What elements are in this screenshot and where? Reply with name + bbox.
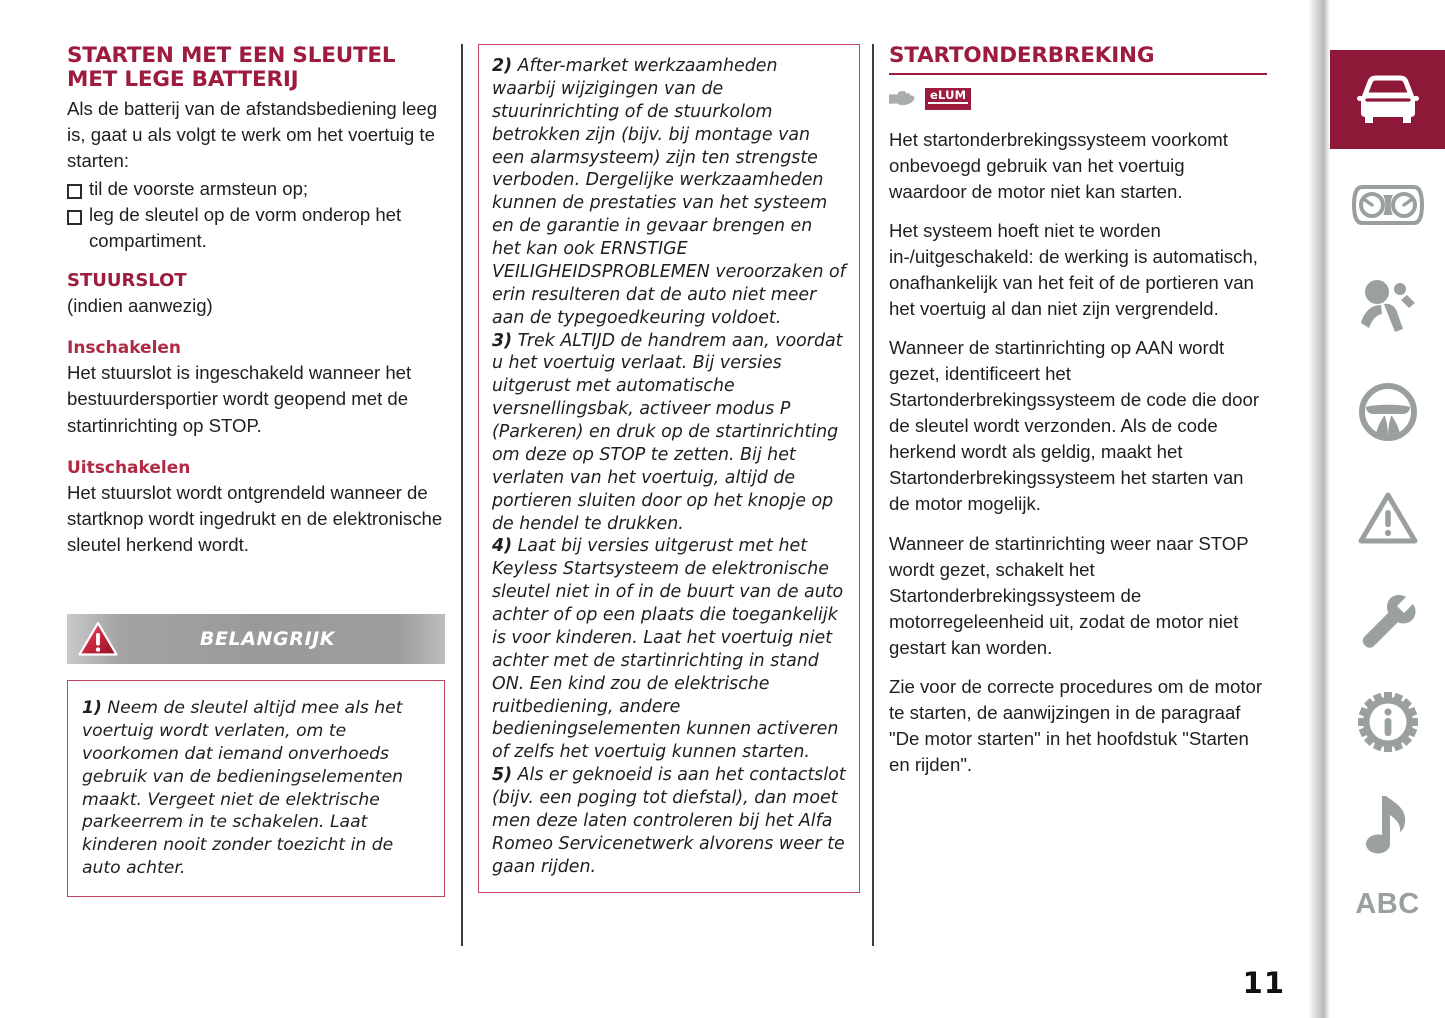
stuurslot-availability-note: (indien aanwezig) <box>67 295 213 317</box>
music-note-icon <box>1364 794 1412 856</box>
list-item-label: til de voorste armsteun op; <box>89 178 309 200</box>
car-front-icon <box>1353 74 1423 126</box>
elum-reference <box>889 86 1267 112</box>
sidebar-item-maintenance[interactable] <box>1330 570 1445 669</box>
square-bullet-icon <box>67 184 82 199</box>
intro-paragraph: Als de batterij van de afstandsbediening leeg is, gaat u als volgt te werk om het voertuig te starten: <box>67 98 438 172</box>
safety-note-text: After-market werkzaamheden waarbij wijzigingen van de stuurinrichting of de stuurkolom betrokken zijn (bijv. bij montage van een alarmsysteem) zijn ten strengste verboden. Dergelijke werkzaamheden kunnen de prestaties van het systeem en de garantie in gevaar brengen en het kan ook ERNSTIGE VEILIGHEIDSPROBLEMEN veroorzaken of erin resulteren dat de auto niet meer aan de typegoedkeuring voldoet. <box>492 56 846 328</box>
column-divider-1 <box>461 44 463 946</box>
warning-body <box>67 680 445 897</box>
square-bullet-icon <box>67 210 82 225</box>
safety-note-number: 5) <box>492 765 513 786</box>
sidebar-item-car-front[interactable] <box>1330 50 1445 149</box>
safety-note-text: Laat bij versies uitgerust met het Keyless Startsysteem de elektronische sleutel niet in of in de buurt van de auto achter of op een plaats die toegankelijk is voor kinderen. Laat het voertuig niet achter met de startinrichting in stand ON. Een kind zou de elektrische ruitbediening, andere bedieningselementen kunnen activeren of zelfs het voertuig kunnen starten. <box>492 536 844 763</box>
subsection-title-stuurslot: STUURSLOT <box>67 270 187 292</box>
safety-note-number: 3) <box>492 330 513 351</box>
pointing-hand-icon <box>889 89 916 109</box>
safety-note-number: 4) <box>492 536 513 557</box>
dashboard-gauges-icon <box>1352 181 1424 229</box>
subsection-title-uitschakelen: Uitschakelen <box>67 457 191 478</box>
safety-note <box>492 764 846 878</box>
safety-note-text: Trek ALTIJD de handrem aan, voordat u het voertuig verlaat. Bij versies uitgerust met automatische versnellingsbak, activeer modus P (Parkeren) en druk op de startinrichting om deze op STOP te zetten. Bij het verlaten van het voertuig, altijd de portieren sluiten door op het knopje op de hendel te drukken. <box>492 330 843 534</box>
warning-header-bar <box>67 614 445 664</box>
wrench-icon <box>1359 591 1417 649</box>
list-item <box>67 202 445 254</box>
warning-note-text: Neem de sleutel altijd mee als het voertuig wordt verlaten, om te voorkomen dat iemand onverhoeds gebruik van de bedieningselementen maakt. Vergeet niet de elektrische parkeerrem in te schakelen. Laat kinderen nooit zonder toezicht in de auto achter. <box>82 698 404 879</box>
column-divider-2 <box>872 44 874 946</box>
sidebar-page-edge-shading <box>1308 0 1330 1018</box>
column-2 <box>478 44 860 893</box>
uitschakelen-paragraph: Het stuurslot wordt ontgrendeld wanneer de startknop wordt ingedrukt en de elektronische sleutel herkend wordt. <box>67 481 443 555</box>
safety-notes-box <box>478 44 860 893</box>
list-item-label: leg de sleutel op de vorm onderop het compartiment. <box>89 204 402 252</box>
gear-info-icon <box>1358 692 1418 752</box>
steering-wheel-icon <box>1358 382 1418 442</box>
startonderbreking-paragraph: Het systeem hoeft niet te worden in-/uitgeschakeld: de werking is automatisch, onafhankelijk van het feit of de portieren van het voertuig al dan niet zijn vergrendeld. <box>889 220 1258 320</box>
sidebar-item-steering[interactable] <box>1330 362 1445 461</box>
startonderbreking-paragraph: Zie voor de correcte procedures om de motor te starten, de aanwijzingen in de paragraaf "De motor starten" in het hoofdstuk "Starten en rijden". <box>889 675 1263 775</box>
safety-note-number: 2) <box>492 56 513 76</box>
elum-badge: eLUM <box>925 88 971 110</box>
inschakelen-paragraph: Het stuurslot is ingeschakeld wanneer het bestuurdersportier wordt geopend met de startinrichting op STOP. <box>67 362 412 436</box>
sidebar-item-label: ABC <box>1355 888 1420 920</box>
airbag-safety-icon <box>1357 279 1419 337</box>
page-title: STARTEN MET EEN SLEUTEL MET LEGE BATTERIJ <box>67 43 396 93</box>
section-title-startonderbreking: STARTONDERBREKING <box>889 44 1267 75</box>
safety-note <box>492 55 846 330</box>
important-warning-block <box>67 614 445 897</box>
column-3 <box>889 44 1267 780</box>
warning-triangle-icon <box>78 621 118 657</box>
warning-title: BELANGRIJK <box>199 628 336 651</box>
startonderbreking-paragraph: Wanneer de startinrichting weer naar STOP wordt gezet, schakelt het Startonderbrekingssysteem de motorregeleenheid uit, zodat de motor niet gestart kan worden. <box>889 532 1249 658</box>
startonderbreking-paragraph: Het startonderbrekingssysteem voorkomt onbevoegd gebruik van het voertuig waardoor de motor niet kan starten. <box>889 129 1228 203</box>
chapter-sidebar <box>1308 0 1445 1018</box>
safety-note <box>492 330 846 536</box>
sidebar-item-dashboard[interactable] <box>1330 155 1445 254</box>
sidebar-item-warnings[interactable] <box>1330 468 1445 567</box>
safety-note-text: Als er geknoeid is aan het contactslot (bijv. een poging tot diefstal), dan moet men deze laten controleren bij het Alfa Romeo Servicenetwerk alvorens weer te gaan rijden. <box>492 765 846 877</box>
warning-note-1 <box>82 697 430 880</box>
sidebar-item-index[interactable] <box>1330 855 1445 954</box>
column-1 <box>67 44 445 897</box>
list-item <box>67 176 445 202</box>
subsection-title-inschakelen: Inschakelen <box>67 338 182 359</box>
sidebar-item-technical-info[interactable] <box>1330 672 1445 771</box>
page-number: 11 <box>1242 966 1285 1000</box>
sidebar-item-safety[interactable] <box>1330 258 1445 357</box>
warning-note-number: 1) <box>82 698 102 719</box>
warning-triangle-icon <box>1357 491 1419 545</box>
startonderbreking-paragraph: Wanneer de startinrichting op AAN wordt gezet, identificeert het Startonderbrekingssysteem de code die door de sleutel wordt verzonden. Als de code herkend wordt als geldig, maakt het Startonderbrekingssysteem het starten van de motor mogelijk. <box>889 337 1260 515</box>
safety-note <box>492 535 846 764</box>
